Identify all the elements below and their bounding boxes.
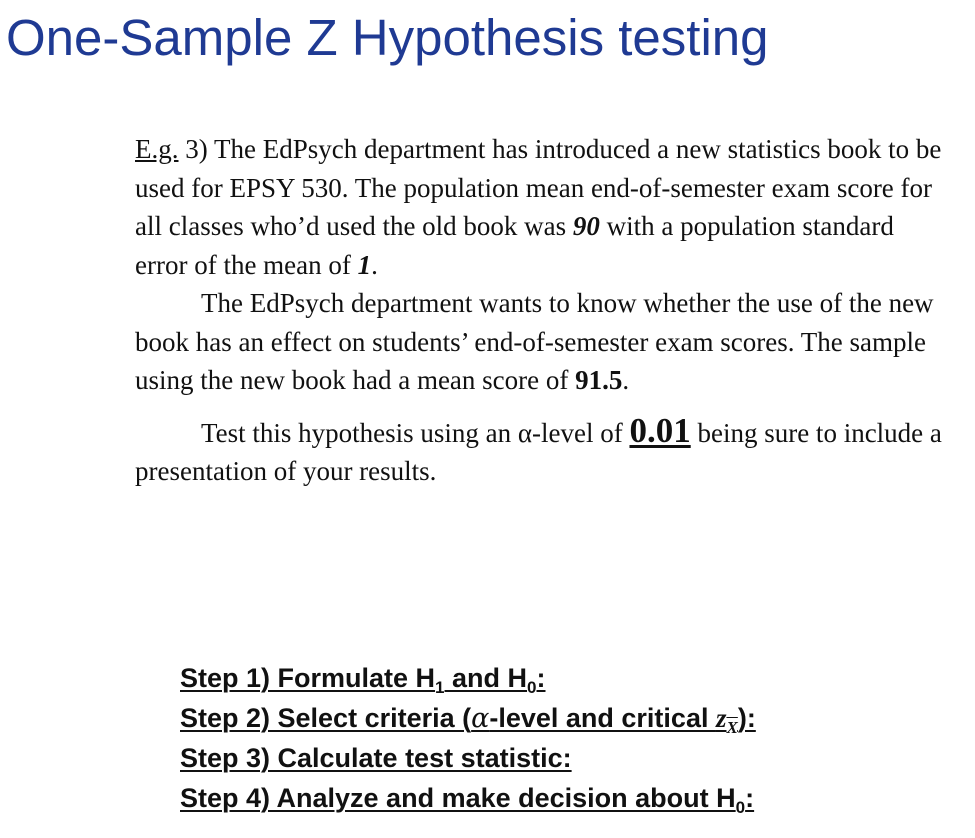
problem-text: . [622, 365, 630, 395]
problem-statement [135, 130, 945, 491]
alpha-symbol: α [471, 703, 490, 734]
alpha-level-value: 0.01 [629, 410, 691, 450]
x-bar-subscript: X [726, 718, 738, 737]
problem-text: -level of [532, 417, 630, 448]
step-text: and H [444, 663, 528, 693]
step-4 [180, 778, 756, 818]
problem-text: with a population standard error of the mean of [135, 211, 894, 280]
sample-mean-value: 91.5 [575, 365, 623, 395]
step-text: : [536, 663, 546, 693]
step-text: Step 1) Formulate H [180, 663, 436, 693]
problem-text: The EdPsych department wants to know whether the use of the new book has an effect on students’ end-of-semester exam scores. The sample using the new book had a mean score of [135, 288, 934, 395]
problem-text: . [371, 249, 378, 280]
standard-error-value: 1 [357, 249, 372, 280]
step-text: ): [737, 703, 756, 733]
step-text: Step 4) Analyze and make decision about H [180, 783, 736, 813]
z-symbol: z [715, 703, 727, 733]
step-3 [180, 738, 756, 778]
example-label: E.g. [135, 134, 179, 164]
problem-text: being sure to include a presentation of your results. [135, 417, 942, 486]
problem-text: Test this hypothesis using an [201, 417, 518, 448]
population-mean-value: 90 [572, 211, 600, 241]
steps-list [180, 658, 756, 818]
subscript: 1 [435, 678, 445, 697]
step-text: Step 2) Select criteria ( [180, 703, 472, 733]
subscript: 0 [735, 798, 746, 817]
step-text: Step 3) Calculate test statistic: [180, 743, 572, 773]
subscript: 0 [527, 678, 537, 697]
problem-paragraph-1 [135, 130, 945, 284]
step-1 [180, 658, 756, 698]
step-2 [180, 698, 756, 738]
alpha-symbol: α [517, 417, 533, 448]
step-text: : [745, 783, 755, 813]
problem-paragraph-3 [135, 412, 945, 491]
slide-title: One-Sample Z Hypothesis testing [6, 9, 769, 66]
problem-paragraph-2 [135, 284, 945, 400]
problem-text: 3) The EdPsych department has introduced a new statistics book to be used for EPSY 530. The population mean end-of-semester exam score for all classes who’d used the old book was [135, 134, 942, 241]
step-text: -level and critical [489, 703, 716, 733]
